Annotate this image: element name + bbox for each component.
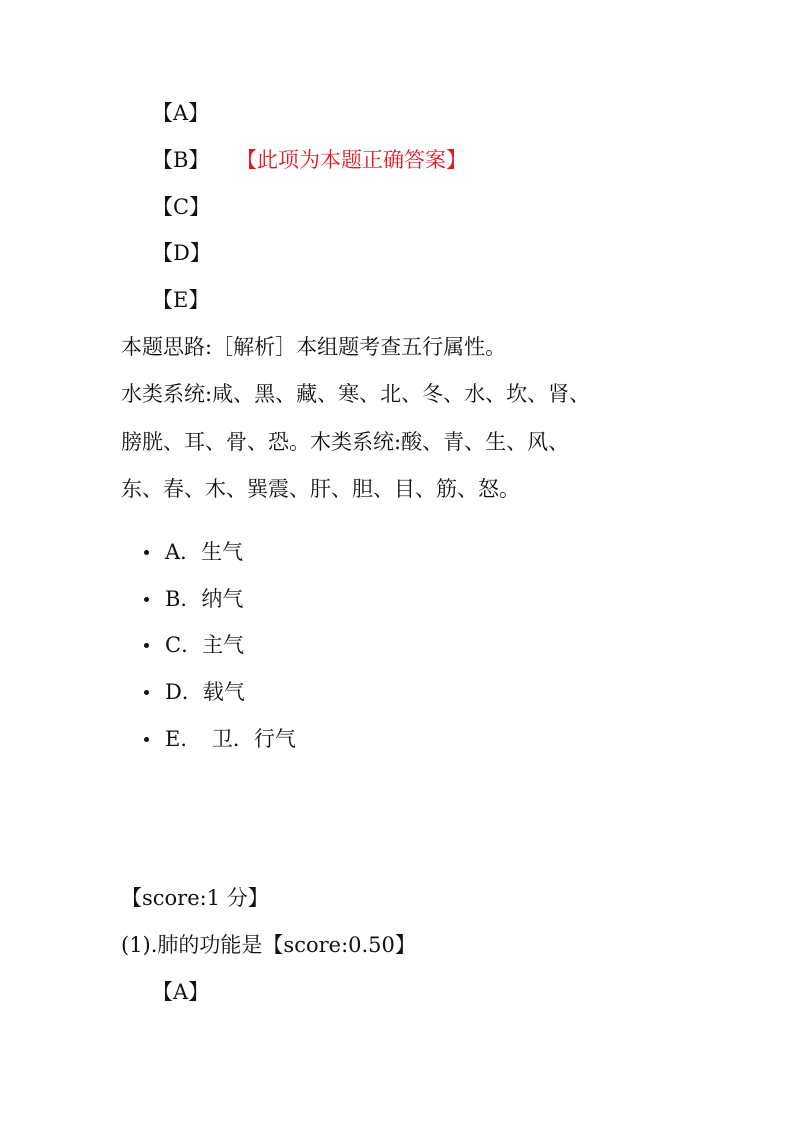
choice-text: C．主气: [165, 633, 245, 657]
option-a: [152, 978, 209, 1006]
question-stem: (1).肺的功能是【score:0.50】: [121, 933, 416, 957]
option-label: 【E】: [152, 288, 210, 312]
choice-text: B．纳气: [165, 587, 244, 611]
explanation-line: 膀胱、耳、骨、恐。木类系统:酸、青、生、风、: [121, 430, 570, 454]
option-a: [152, 99, 209, 127]
option-label: 【A】: [152, 101, 210, 125]
list-item: [144, 725, 296, 753]
list-item: [144, 631, 244, 659]
list-item: [144, 538, 243, 566]
explanation-line: 水类系统:咸、黑、藏、寒、北、冬、水、坎、肾、: [121, 382, 591, 406]
correct-answer-marker: 【此项为本题正确答案】: [236, 148, 467, 172]
option-b: [152, 146, 652, 174]
explanation-line: 本题思路:［解析］本组题考查五行属性。: [121, 335, 507, 359]
bullet-icon: [144, 737, 149, 742]
bullet-icon: [144, 643, 149, 648]
bullet-icon: [144, 597, 149, 602]
option-e: [152, 286, 209, 314]
bullet-icon: [144, 550, 149, 555]
list-item: [144, 678, 245, 706]
choice-text: A．生气: [165, 540, 244, 564]
choice-text: E． 卫．行气: [165, 727, 296, 751]
list-item: [144, 585, 243, 613]
bullet-icon: [144, 690, 149, 695]
question-score: 【score:1 分】: [121, 886, 269, 910]
option-label: 【C】: [152, 195, 211, 219]
choice-text: D．载气: [165, 680, 245, 704]
explanation-line: 东、春、木、巽震、肝、胆、目、筋、怒。: [121, 477, 520, 501]
option-label: 【D】: [152, 241, 211, 265]
option-c: [152, 193, 210, 221]
option-label: 【A】: [152, 980, 210, 1004]
option-d: [152, 239, 211, 267]
option-label: 【B】: [152, 148, 210, 172]
